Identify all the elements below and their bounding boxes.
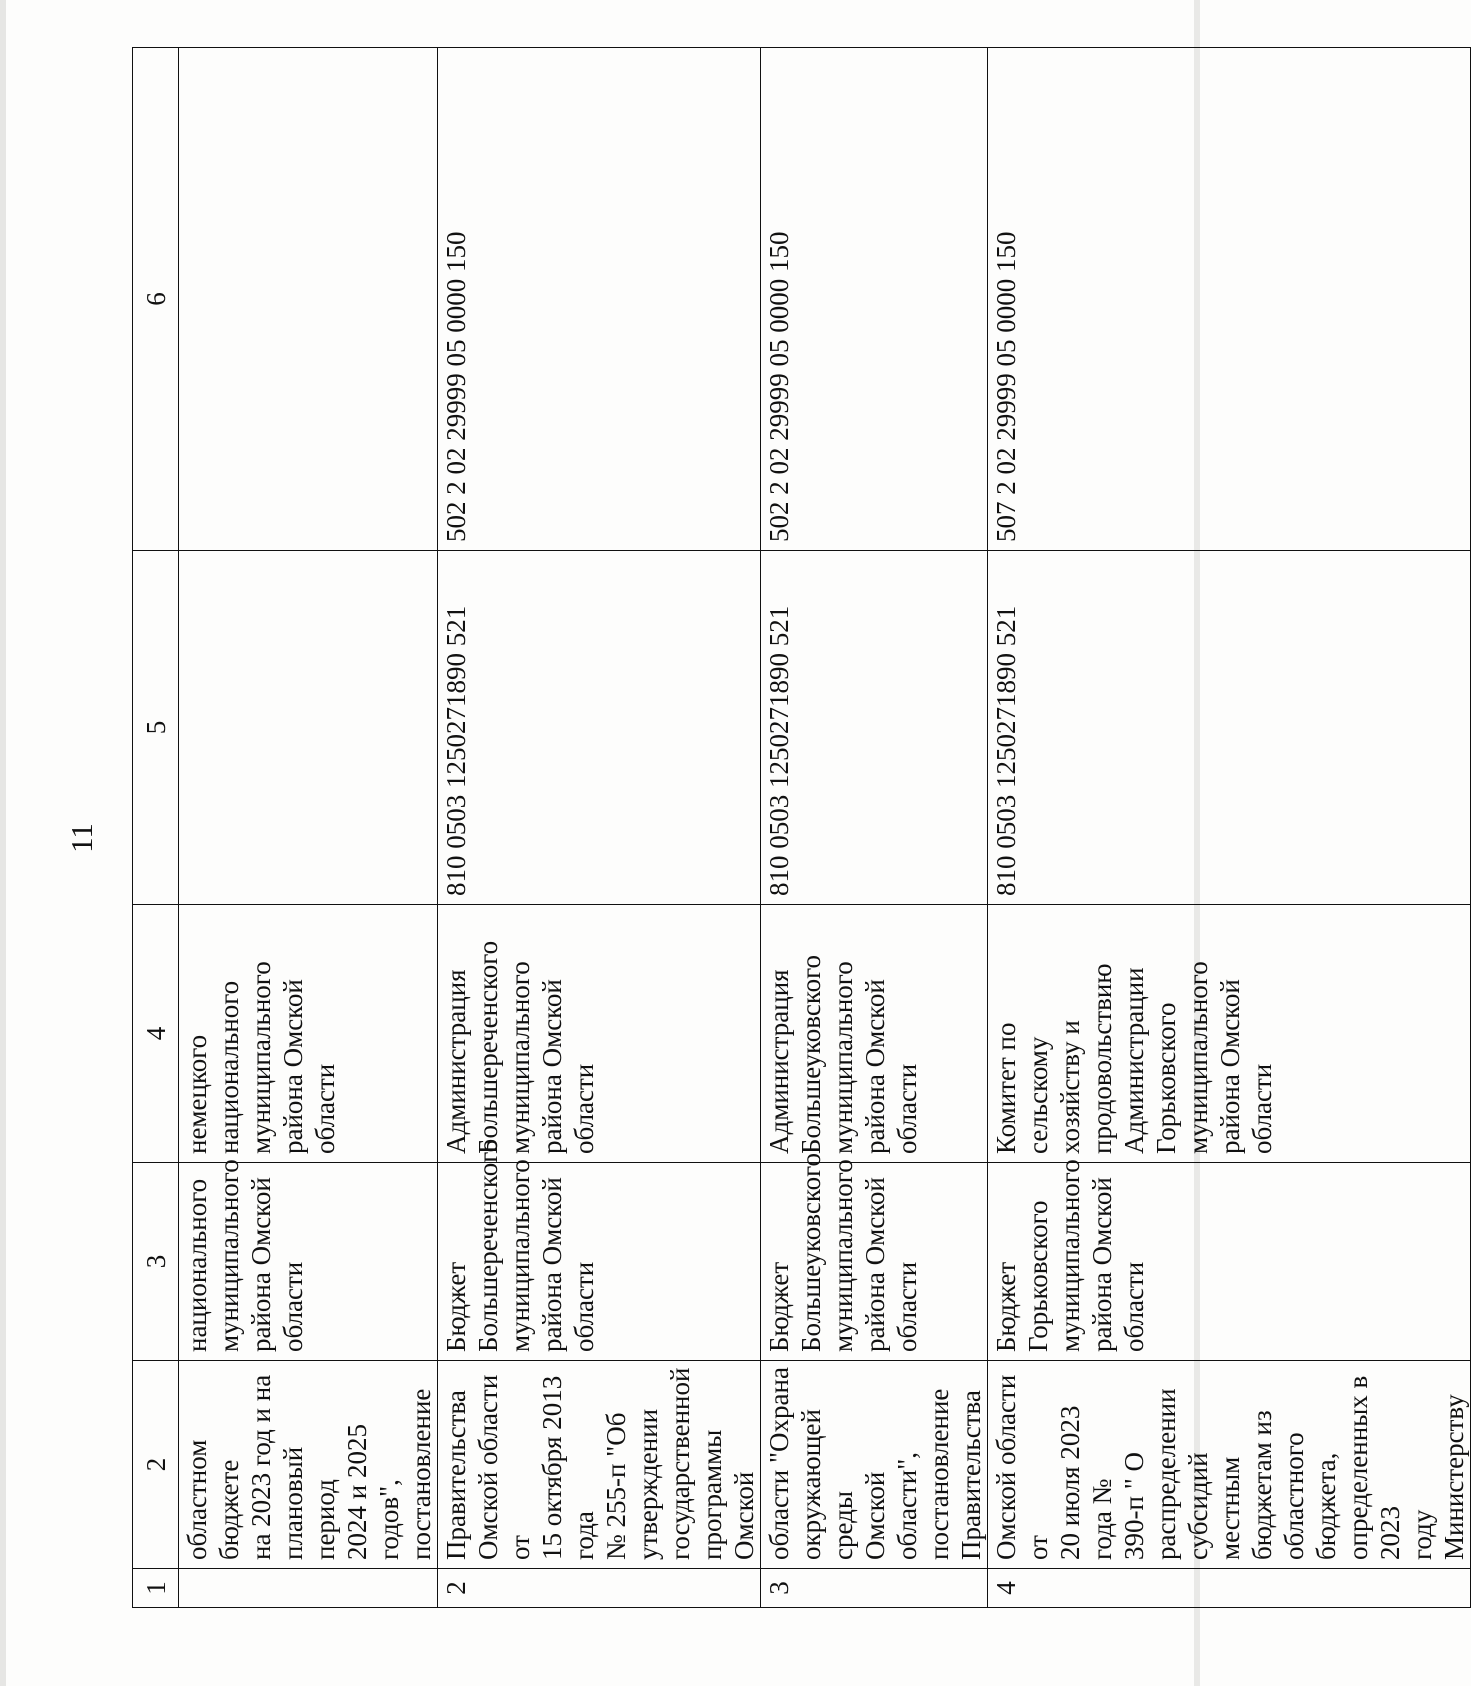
cell-administrator: Администрация Большеуковского муниципального района Омской области xyxy=(761,905,988,1163)
header-col-2: 2 xyxy=(133,1361,179,1569)
header-col-3: 3 xyxy=(133,1163,179,1361)
header-col-4: 4 xyxy=(133,905,179,1163)
row-number: 4 xyxy=(988,1569,1471,1608)
cell-budget: Бюджет Большереченского муниципального района Омской области xyxy=(438,1163,761,1361)
header-col-5: 5 xyxy=(133,551,179,905)
table-row xyxy=(438,48,761,1608)
cell-budget: национального муниципального района Омской области xyxy=(179,1163,438,1361)
page-number: 11 xyxy=(64,823,99,853)
cell-revenue-code xyxy=(179,48,438,551)
cell-expense-code: 810 0503 1250271890 521 xyxy=(761,551,988,905)
cell-revenue-code: 507 2 02 29999 05 0000 150 xyxy=(988,48,1471,551)
table-row xyxy=(761,48,988,1608)
cell-basis: Правительства Омской области от 15 октября 2013 года № 255-п "Об утверждении государственной программы Омской xyxy=(438,1361,761,1569)
table-row xyxy=(988,48,1471,1608)
header-col-1: 1 xyxy=(133,1569,179,1608)
row-number: 2 xyxy=(438,1569,761,1608)
cell-expense-code xyxy=(179,551,438,905)
cell-expense-code: 810 0503 1250271890 521 xyxy=(988,551,1471,905)
data-table xyxy=(132,47,1471,1608)
cell-revenue-code: 502 2 02 29999 05 0000 150 xyxy=(761,48,988,551)
row-number xyxy=(179,1569,438,1608)
header-col-6: 6 xyxy=(133,48,179,551)
cell-administrator: Администрация Большереченского муниципального района Омской области xyxy=(438,905,761,1163)
table-header-row xyxy=(133,48,179,1608)
cell-revenue-code: 502 2 02 29999 05 0000 150 xyxy=(438,48,761,551)
scan-edge-left xyxy=(0,0,6,1686)
cell-administrator: Комитет по сельскому хозяйству и продовольствию Администрации Горьковского муниципального района Омской области xyxy=(988,905,1471,1163)
cell-administrator: немецкого национального муниципального района Омской области xyxy=(179,905,438,1163)
cell-budget: Бюджет Горьковского муниципального района Омской области xyxy=(988,1163,1471,1361)
table-row xyxy=(179,48,438,1608)
row-number: 3 xyxy=(761,1569,988,1608)
rotated-table-container xyxy=(132,48,1469,1608)
cell-basis: области "Охрана окружающей среды Омской области", постановление Правительства xyxy=(761,1361,988,1569)
cell-basis: Омской области от 20 июля 2023 года № 390-п " О распределении субсидий местным бюджетам из областного бюджета, определенных в 2023 году Министерству xyxy=(988,1361,1471,1569)
cell-expense-code: 810 0503 1250271890 521 xyxy=(438,551,761,905)
cell-basis: областном бюджете на 2023 год и на плановый период 2024 и 2025 годов", постановление xyxy=(179,1361,438,1569)
cell-budget: Бюджет Большеуковского муниципального района Омской области xyxy=(761,1163,988,1361)
